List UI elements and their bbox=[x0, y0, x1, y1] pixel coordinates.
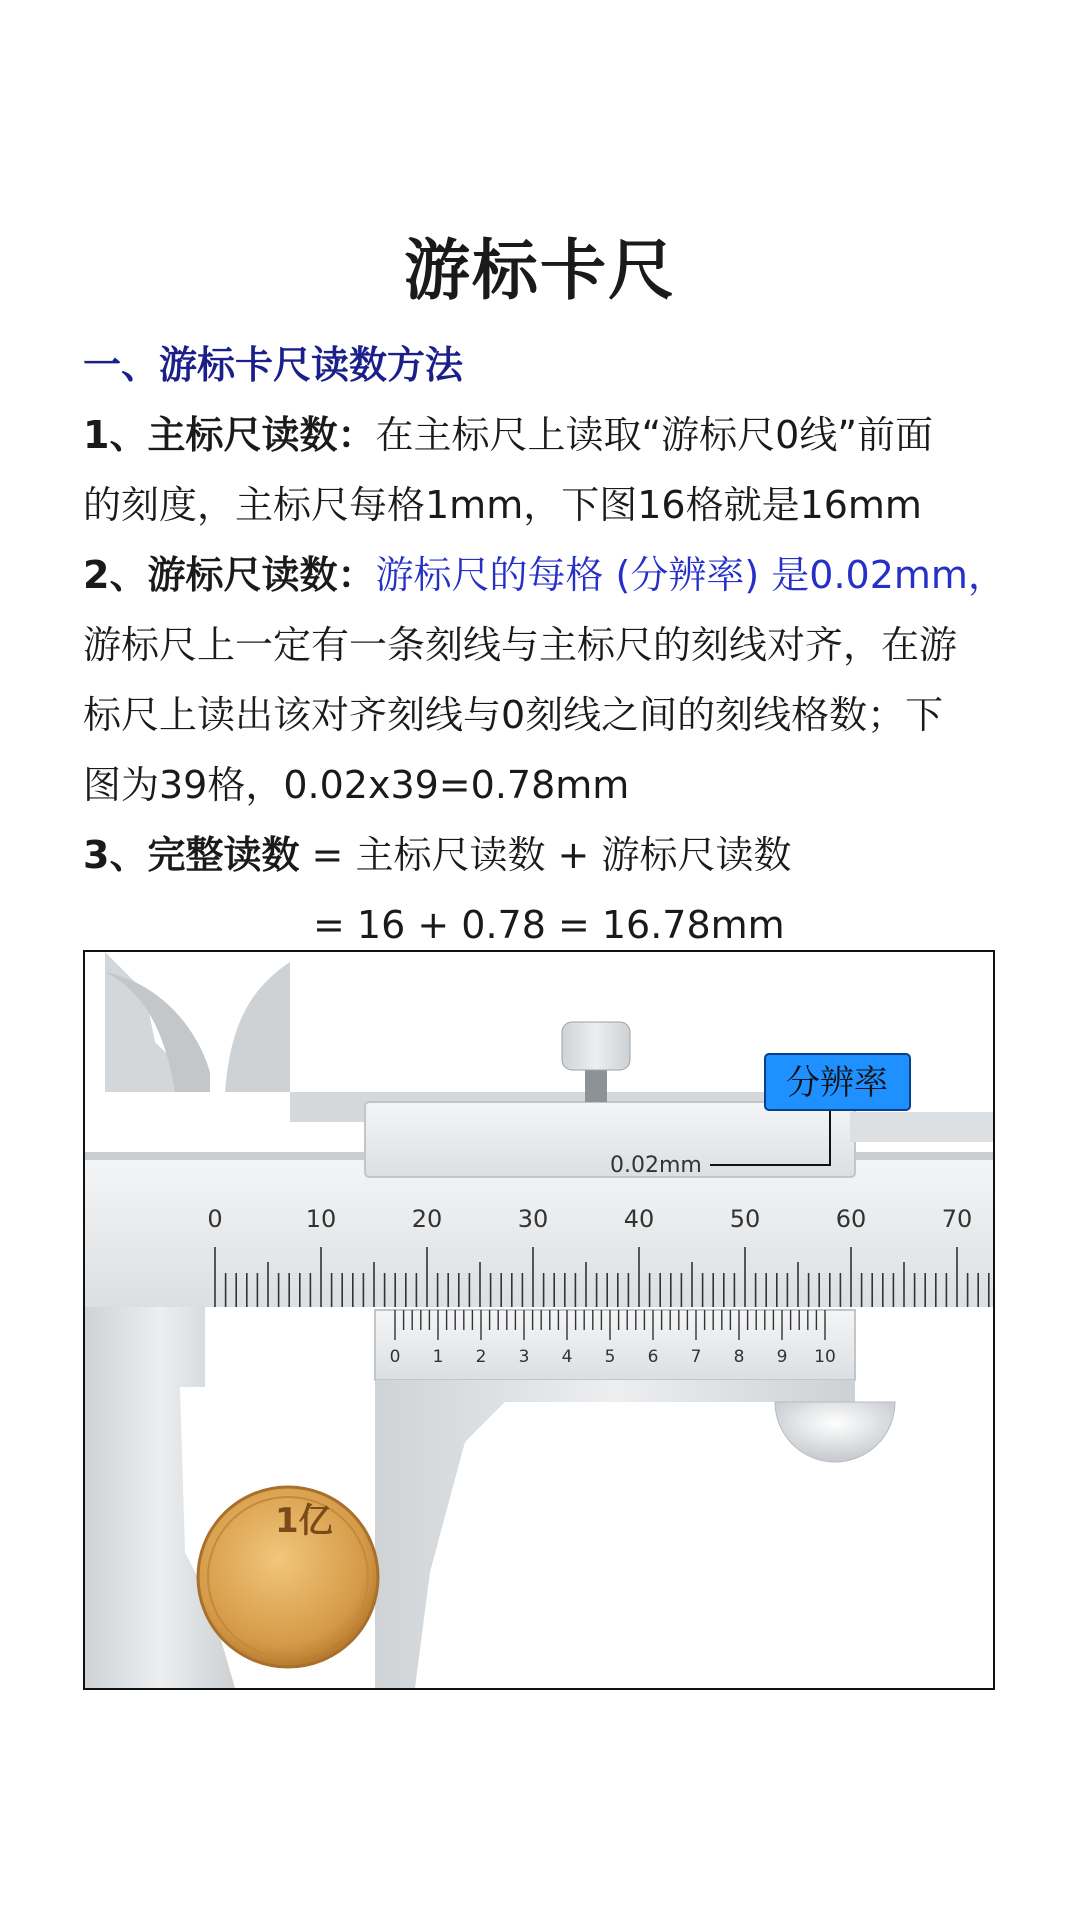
lock-screw-icon bbox=[562, 1022, 630, 1070]
vernier-scale-label: 4 bbox=[561, 1347, 573, 1367]
vernier-scale-label: 3 bbox=[518, 1347, 530, 1367]
upper-slider-jaw bbox=[225, 962, 290, 1092]
step1-line2: 的刻度，主标尺每格1mm，下图16格就是16mm bbox=[83, 483, 922, 527]
step3-line1 bbox=[83, 820, 1013, 890]
callout-label: 分辨率 bbox=[786, 1063, 888, 1103]
step1-line1 bbox=[83, 400, 1013, 470]
step2-line2: 游标尺上一定有一条刻线与主标尺的刻线对齐，在游 bbox=[83, 623, 958, 667]
step2-line1 bbox=[83, 540, 1013, 610]
step2-line3: 标尺上读出该对齐刻线与0刻线之间的刻线格数；下 bbox=[83, 693, 944, 737]
step2-highlight: 游标尺的每格 (分辨率) 是0.02mm， bbox=[375, 553, 1006, 597]
step1-label: 1、主标尺读数： bbox=[83, 413, 376, 457]
vernier-scale-label: 1 bbox=[432, 1347, 444, 1367]
step2-line4: 图为39格，0.02x39=0.78mm bbox=[83, 763, 630, 807]
step3-label: 3、完整读数 bbox=[83, 833, 300, 877]
vernier-scale-label: 9 bbox=[776, 1347, 788, 1367]
vernier-scale-label: 6 bbox=[647, 1347, 659, 1367]
vernier-scale-label: 10 bbox=[814, 1347, 836, 1367]
content bbox=[83, 330, 1013, 960]
thumb-wheel-icon bbox=[775, 1402, 895, 1462]
lower-fixed-jaw bbox=[85, 1307, 235, 1688]
caliper-figure bbox=[83, 950, 995, 1690]
coin-text: 1亿 bbox=[275, 1501, 333, 1541]
main-scale-label: 10 bbox=[305, 1205, 337, 1233]
vernier-scale-label: 7 bbox=[690, 1347, 702, 1367]
depth-rod bbox=[850, 1112, 993, 1142]
page-title: 游标卡尺 bbox=[404, 232, 676, 309]
step3-line2: = 16 + 0.78 = 16.78mm bbox=[313, 903, 785, 947]
main-scale-label: 60 bbox=[835, 1205, 867, 1233]
main-scale-label: 0 bbox=[207, 1205, 223, 1233]
vernier-scale-label: 8 bbox=[733, 1347, 745, 1367]
section-heading: 一、游标卡尺读数方法 bbox=[83, 343, 464, 387]
step2-label: 2、游标尺读数： bbox=[83, 553, 376, 597]
vernier-scale-label: 0 bbox=[389, 1347, 401, 1367]
main-scale-label: 30 bbox=[517, 1205, 549, 1233]
vernier-marking: 0.02mm bbox=[610, 1153, 702, 1178]
step1-text-a: 在主标尺上读取“游标尺0线”前面 bbox=[375, 413, 934, 457]
vernier-scale-label: 2 bbox=[475, 1347, 487, 1367]
main-scale-label: 50 bbox=[729, 1205, 761, 1233]
caliper-illustration bbox=[85, 952, 993, 1688]
main-scale-label: 20 bbox=[411, 1205, 443, 1233]
main-scale-label: 40 bbox=[623, 1205, 655, 1233]
step3-text-a: = 主标尺读数 + 游标尺读数 bbox=[299, 833, 792, 877]
main-scale-label: 70 bbox=[941, 1205, 973, 1233]
vernier-scale-label: 5 bbox=[604, 1347, 616, 1367]
